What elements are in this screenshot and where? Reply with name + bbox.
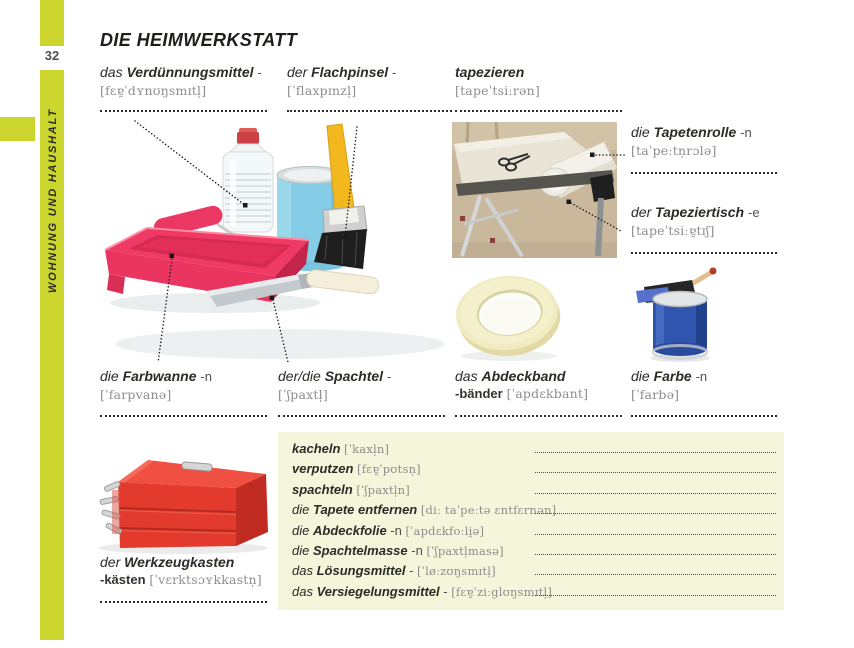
practice-line: [535, 534, 776, 535]
entry-farbe: [631, 368, 809, 403]
plural-suffix: -: [386, 369, 392, 384]
article: das: [100, 64, 123, 80]
page-title: DIE HEIMWERKSTATT: [100, 30, 298, 50]
entry-tapetenrolle: [631, 124, 809, 159]
practice-line: [535, 554, 776, 555]
ipa: [ˈʃpaxtl̩n]: [356, 482, 410, 497]
practice-line: [535, 472, 776, 473]
word: Werkzeugkasten: [124, 554, 235, 570]
term: [631, 204, 809, 221]
practice-row: [292, 441, 778, 461]
ipa: [tapeˈtsiːɐ̯tɪʃ]: [631, 223, 715, 238]
word: Spachtelmasse: [312, 542, 408, 558]
practice-row: [292, 482, 778, 502]
plural-suffix: -: [392, 65, 397, 80]
practice-row: [292, 584, 778, 604]
term: [100, 368, 278, 385]
ipa: [ˈapdɛkfoːli̯ə]: [405, 523, 485, 538]
article: die: [292, 522, 310, 538]
word: spachteln: [292, 481, 353, 497]
masking-tape-photo: [452, 268, 567, 363]
wallpaper-table-photo: [452, 122, 617, 258]
article: das: [455, 368, 478, 384]
plural-suffix: -n: [390, 522, 402, 538]
ipa: [fɛɐ̯ˈpʊtsn̩]: [357, 462, 421, 477]
ipa: [diː taˈpeːtə ɛntfɛrnən]: [420, 503, 557, 518]
entry-werkzeugkasten: [100, 554, 278, 588]
ipa: [ˈapdɛkbant]: [506, 386, 589, 401]
practice-line: [631, 415, 777, 417]
plural-suffix: -n: [411, 542, 423, 558]
sidebar-bar-top: [40, 0, 64, 46]
term: [455, 64, 633, 81]
word: Tapetenrolle: [653, 124, 737, 140]
practice-row: [292, 543, 778, 563]
word: tapezieren: [455, 64, 525, 80]
word: verputzen: [292, 461, 354, 477]
ipa: [ˈfarbə]: [631, 387, 680, 402]
ipa: [ˈʃpaxtl̩]: [278, 387, 328, 402]
practice-row: [292, 502, 778, 522]
article: die: [631, 368, 650, 384]
entry-farbwanne: [100, 368, 278, 403]
practice-word-box: [278, 432, 784, 610]
word: Verdünnungsmittel: [126, 64, 254, 80]
practice-line: [631, 252, 777, 254]
article: die: [292, 502, 310, 518]
entry-tapeziertisch: [631, 204, 809, 239]
practice-row: [292, 523, 778, 543]
word: Versiegelungsmittel: [316, 583, 440, 599]
practice-line: [535, 574, 776, 575]
ipa: [taˈpeːtn̩rɔlə]: [631, 143, 717, 158]
practice-term: [292, 523, 535, 538]
entry-abdeckband: [455, 368, 633, 402]
term-line2: [100, 571, 278, 588]
term: [100, 64, 278, 81]
ipa: [ˈløːzʊŋsmɪtl̩]: [417, 564, 496, 579]
word: Abdeckband: [481, 368, 566, 384]
word: Abdeckfolie: [312, 522, 387, 538]
practice-line: [631, 172, 777, 174]
term-line2: [455, 385, 633, 402]
word: Tapeziertisch: [655, 204, 745, 220]
word: kacheln: [292, 441, 341, 456]
ipa: [tapeˈtsiːrən]: [455, 83, 540, 98]
term: [455, 368, 633, 385]
article: das: [292, 563, 313, 579]
practice-line: [535, 452, 776, 453]
word: Farbwanne: [122, 368, 197, 384]
term: [631, 124, 809, 141]
section-label: WOHNUNG UND HAUSHALT: [47, 108, 59, 293]
term: [631, 368, 809, 385]
word: Tapete entfernen: [312, 502, 418, 518]
entry-verduennungsmittel: [100, 64, 278, 99]
practice-line: [535, 493, 776, 494]
plural-suffix: -: [409, 563, 414, 579]
article: die: [100, 368, 119, 384]
practice-line: [278, 415, 445, 417]
entry-flachpinsel: [287, 64, 465, 99]
word: Spachtel: [324, 368, 384, 384]
practice-line: [535, 513, 776, 514]
practice-row: [292, 563, 778, 583]
plural-suffix: -n: [695, 369, 708, 384]
workshop-tools-photo: [95, 118, 450, 365]
ipa: [ˈflaxpɪnzl̩]: [287, 83, 357, 98]
practice-line: [455, 415, 622, 417]
term: [100, 554, 278, 571]
practice-line: [287, 110, 452, 112]
page-number: 32: [44, 48, 60, 63]
ipa: [ˈvɛrktsɔʏkkastn̩]: [149, 572, 262, 587]
article: das: [292, 583, 313, 599]
practice-line: [100, 601, 267, 603]
practice-row: [292, 461, 778, 481]
practice-term: [292, 502, 557, 518]
entry-spachtel: [278, 368, 456, 403]
practice-line: [455, 110, 622, 112]
plural-suffix: -e: [747, 205, 760, 220]
ipa: [ˈkaxl̩n]: [344, 442, 390, 456]
thinner-bottle: [223, 128, 273, 232]
word: Flachpinsel: [311, 64, 389, 80]
ipa: [fɛɐ̯ˈdʏnʊŋsmɪtl̩]: [100, 83, 207, 98]
plural-suffix: -: [443, 583, 448, 599]
article: die: [292, 542, 310, 558]
article: der/die: [278, 368, 321, 384]
ipa: [fɛɐ̯ˈziːglʊŋsmɪtl̩]: [451, 584, 553, 599]
article: der: [100, 554, 121, 570]
sidebar-tab-marker: [0, 117, 35, 141]
word: Lösungsmittel: [316, 563, 406, 579]
practice-term: [292, 461, 535, 476]
toolbox-photo: [88, 430, 273, 556]
article: der: [287, 64, 308, 80]
plural-suffix: -n: [740, 125, 752, 140]
plural-suffix: -kästen: [100, 572, 146, 587]
plural-suffix: -: [257, 65, 262, 80]
word: Farbe: [653, 368, 692, 384]
ipa: [ˈfarpvanə]: [100, 387, 172, 402]
practice-term: [292, 441, 535, 456]
practice-term: [292, 482, 535, 497]
paint-bucket-photo: [628, 265, 726, 363]
practice-line: [100, 415, 267, 417]
plural-suffix: -bänder: [455, 386, 503, 401]
article: die: [631, 124, 650, 140]
practice-term: [292, 563, 535, 578]
ipa: [ˈʃpaxtl̩masə]: [426, 543, 504, 558]
term: [287, 64, 465, 81]
practice-term: [292, 543, 535, 558]
practice-term: [292, 583, 553, 599]
practice-line: [535, 595, 776, 596]
article: der: [631, 204, 652, 220]
entry-tapezieren: [455, 64, 633, 99]
plural-suffix: -n: [200, 369, 212, 384]
practice-line: [100, 110, 267, 112]
term: [278, 368, 456, 385]
